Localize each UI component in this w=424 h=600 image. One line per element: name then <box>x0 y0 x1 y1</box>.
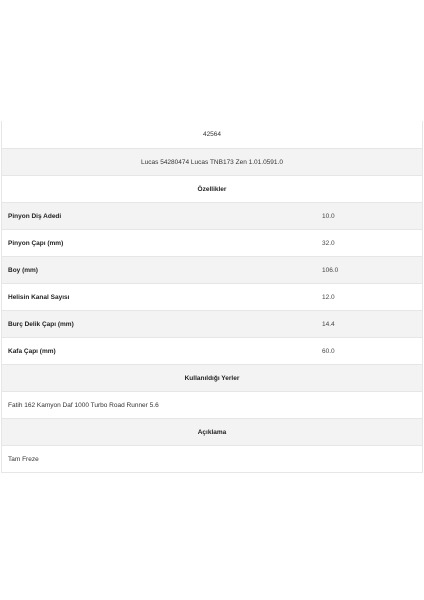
product-spec-table <box>1 121 423 473</box>
description-text-row <box>2 446 422 473</box>
spec-value: 32.0 <box>322 239 335 247</box>
spec-value: 14.4 <box>322 320 335 328</box>
spec-row-pinion-teeth <box>2 203 422 230</box>
spec-label: Pinyon Çapı (mm) <box>8 239 64 247</box>
spec-row-helix-channels <box>2 284 422 311</box>
spec-label: Kafa Çapı (mm) <box>8 347 56 355</box>
spec-label: Helisin Kanal Sayısı <box>8 293 70 301</box>
usage-heading-row <box>2 365 422 392</box>
spec-row-pinion-diameter <box>2 230 422 257</box>
spec-value: 60.0 <box>322 347 335 355</box>
reference-numbers-row <box>2 149 422 176</box>
reference-numbers: Lucas 54280474 Lucas TNB173 Zen 1.01.0591.0 <box>141 158 283 166</box>
spec-label: Pinyon Diş Adedi <box>8 212 62 220</box>
spec-label: Boy (mm) <box>8 266 38 274</box>
spec-row-length <box>2 257 422 284</box>
product-code: 42564 <box>202 131 222 138</box>
usage-heading: Kullanıldığı Yerler <box>184 374 240 382</box>
usage-text: Fatih 162 Kamyon Daf 1000 Turbo Road Runner 5.6 <box>8 401 159 409</box>
spec-value: 10.0 <box>322 212 335 220</box>
features-heading: Özellikler <box>197 185 227 193</box>
description-text: Tam Freze <box>8 455 39 463</box>
spec-row-bushing-hole <box>2 311 422 338</box>
features-heading-row <box>2 176 422 203</box>
spec-value: 106.0 <box>322 266 339 274</box>
description-heading-row <box>2 419 422 446</box>
spec-row-head-diameter <box>2 338 422 365</box>
spec-label: Burç Delik Çapı (mm) <box>8 320 74 328</box>
spec-value: 12.0 <box>322 293 335 301</box>
description-heading: Açıklama <box>197 428 227 436</box>
usage-text-row <box>2 392 422 419</box>
product-code-row <box>2 121 422 149</box>
